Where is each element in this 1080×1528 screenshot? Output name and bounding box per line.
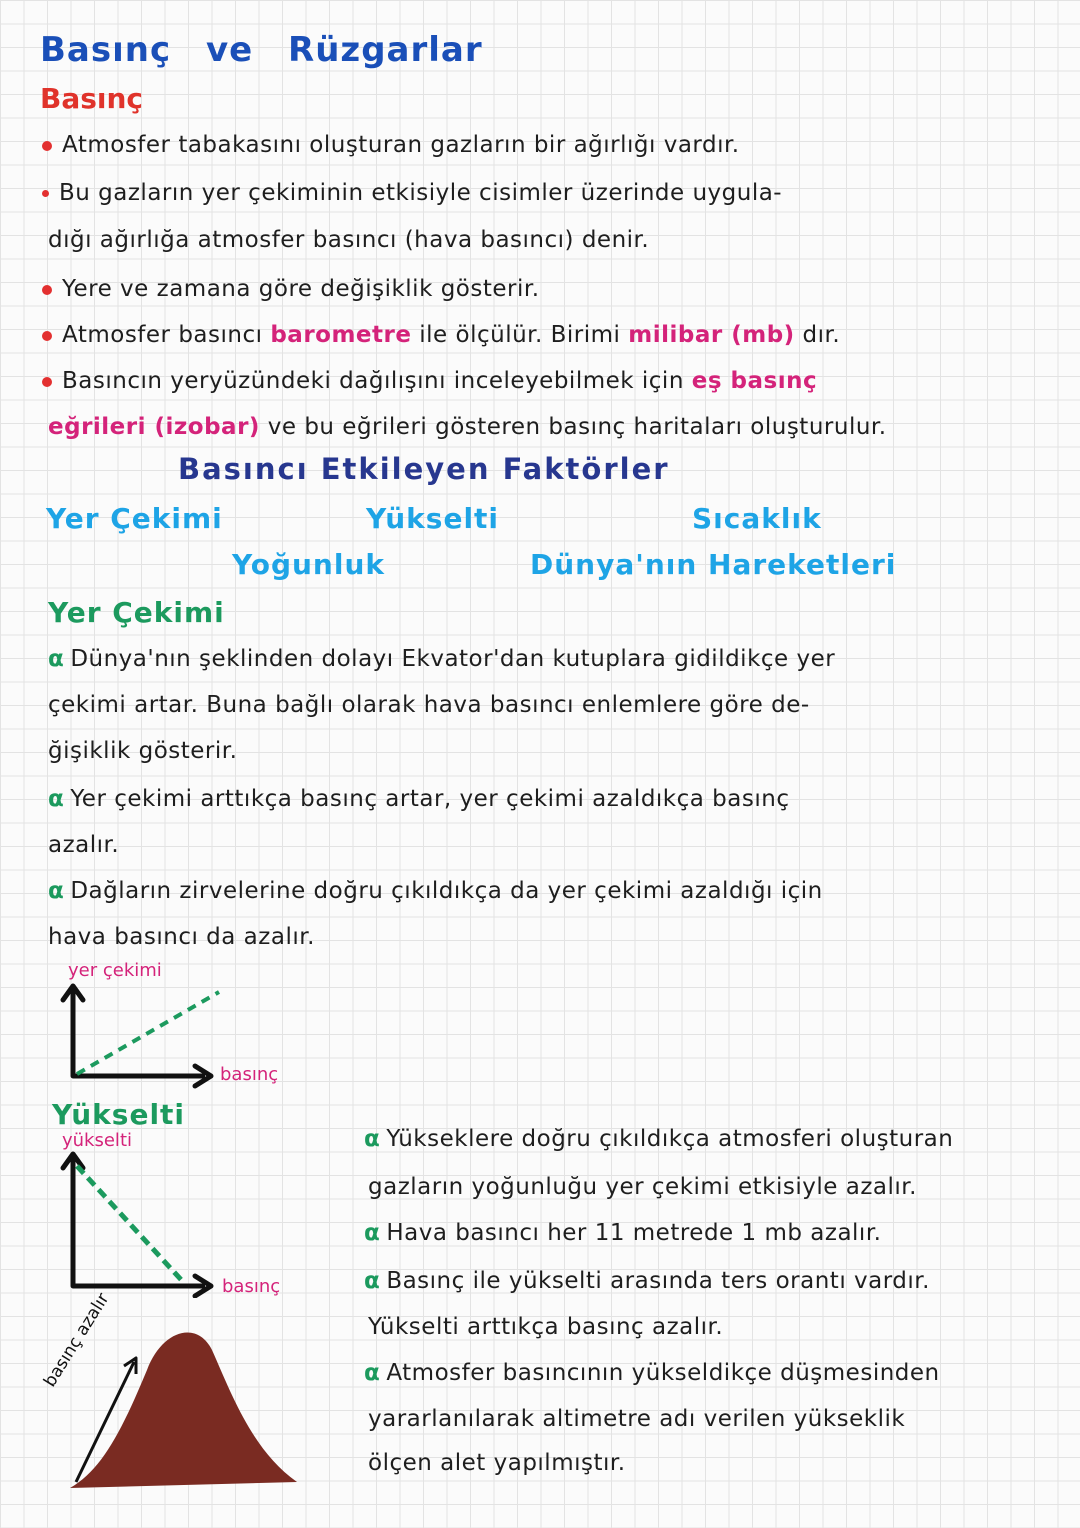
yk-point-1-line2: gazların yoğunluğu yer çekimi etkisiyle azalır. xyxy=(368,1174,917,1200)
bullet-2-line2: dığı ağırlığa atmosfer basıncı (hava basıncı) denir. xyxy=(48,227,650,253)
mountain-shape xyxy=(70,1333,297,1488)
yc-point-1-line3: ğişiklik gösterir. xyxy=(48,738,238,764)
yer-cekimi-heading: Yer Çekimi xyxy=(48,596,225,629)
mountain-label: basınç azalır xyxy=(40,1289,114,1391)
alpha-icon: α xyxy=(48,878,65,904)
yk-point-3-line1: α Basınç ile yükselti arasında ters orantı vardır. xyxy=(364,1268,930,1294)
graph2-y-label: yükselti xyxy=(62,1130,132,1151)
term-barometre: barometre xyxy=(270,322,412,348)
graph2-x-label: basınç xyxy=(222,1276,281,1297)
title-part1: Basınç xyxy=(40,30,172,70)
bullet-1: Atmosfer tabakasını oluşturan gazların bir ağırlığı vardır. xyxy=(42,132,740,158)
term-milibar: milibar (mb) xyxy=(628,322,795,348)
yc-point-2-line2: azalır. xyxy=(48,832,120,858)
bullet-dot xyxy=(42,285,52,295)
bullet-dot xyxy=(42,190,49,197)
section-basinc-heading: Basınç xyxy=(40,82,144,115)
yc-point-3-line2: hava basıncı da azalır. xyxy=(48,924,315,950)
alpha-icon: α xyxy=(364,1126,381,1152)
graph1-x-label: basınç xyxy=(220,1064,279,1085)
factor-sicaklik: Sıcaklık xyxy=(692,502,822,535)
title-part3: Rüzgarlar xyxy=(288,30,483,70)
bullet-3: Yere ve zamana göre değişiklik gösterir. xyxy=(42,276,540,302)
factors-heading: Basıncı Etkileyen Faktörler xyxy=(178,452,670,486)
bullet-dot xyxy=(42,377,52,387)
yc-point-1-line1: α Dünya'nın şeklinden dolayı Ekvator'dan kutuplara gidildikçe yer xyxy=(48,646,836,672)
bullet-5-line2: eğrileri (izobar) ve bu eğrileri gösteren basınç haritaları oluşturulur. xyxy=(48,414,887,440)
term-es-basinc: eş basınç xyxy=(691,368,818,394)
yk-point-2: α Hava basıncı her 11 metrede 1 mb azalır. xyxy=(364,1220,882,1246)
alpha-icon: α xyxy=(48,646,65,672)
alpha-icon: α xyxy=(364,1220,381,1246)
alpha-icon: α xyxy=(364,1268,381,1294)
graph1-axes xyxy=(55,980,225,1090)
title-part2: ve xyxy=(205,30,254,70)
page-title xyxy=(40,30,483,70)
alpha-icon: α xyxy=(48,786,65,812)
bullet-2-line1: Bu gazların yer çekiminin etkisiyle cisimler üzerinde uygula- xyxy=(42,180,782,206)
yc-point-3-line1: α Dağların zirvelerine doğru çıkıldıkça da yer çekimi azaldığı için xyxy=(48,878,823,904)
graph2-axes xyxy=(55,1148,225,1298)
yc-point-2-line1: α Yer çekimi arttıkça basınç artar, yer çekimi azaldıkça basınç xyxy=(48,786,790,812)
yk-point-4-line2: yararlanılarak altimetre adı verilen yükseklik xyxy=(368,1406,906,1432)
bullet-5-line1: Basıncın yeryüzündeki dağılışını inceleyebilmek için eş basınç xyxy=(42,368,817,394)
bullet-dot xyxy=(42,331,52,341)
yk-point-4-line3: ölçen alet yapılmıştır. xyxy=(368,1450,626,1476)
factor-dunya-hareketleri: Dünya'nın Hareketleri xyxy=(530,548,897,581)
graph1-y-label: yer çekimi xyxy=(68,960,162,981)
factor-yukselti: Yükselti xyxy=(366,502,500,535)
factor-yer-cekimi: Yer Çekimi xyxy=(46,502,223,535)
yk-point-1-line1: α Yükseklere doğru çıkıldıkça atmosferi oluşturan xyxy=(364,1126,954,1152)
yk-point-3-line2: Yükselti arttıkça basınç azalır. xyxy=(368,1314,724,1340)
bullet-4: Atmosfer basıncı barometre ile ölçülür. Birimi milibar (mb) dır. xyxy=(42,322,840,348)
alpha-icon: α xyxy=(364,1360,381,1386)
yk-point-4-line1: α Atmosfer basıncının yükseldikçe düşmesinden xyxy=(364,1360,940,1386)
factor-yogunluk: Yoğunluk xyxy=(232,548,386,581)
yc-point-1-line2: çekimi artar. Buna bağlı olarak hava basıncı enlemlere göre de- xyxy=(48,692,810,718)
term-izobar: eğrileri (izobar) xyxy=(48,414,260,440)
bullet-dot xyxy=(42,141,52,151)
yukselti-heading: Yükselti xyxy=(52,1098,186,1131)
